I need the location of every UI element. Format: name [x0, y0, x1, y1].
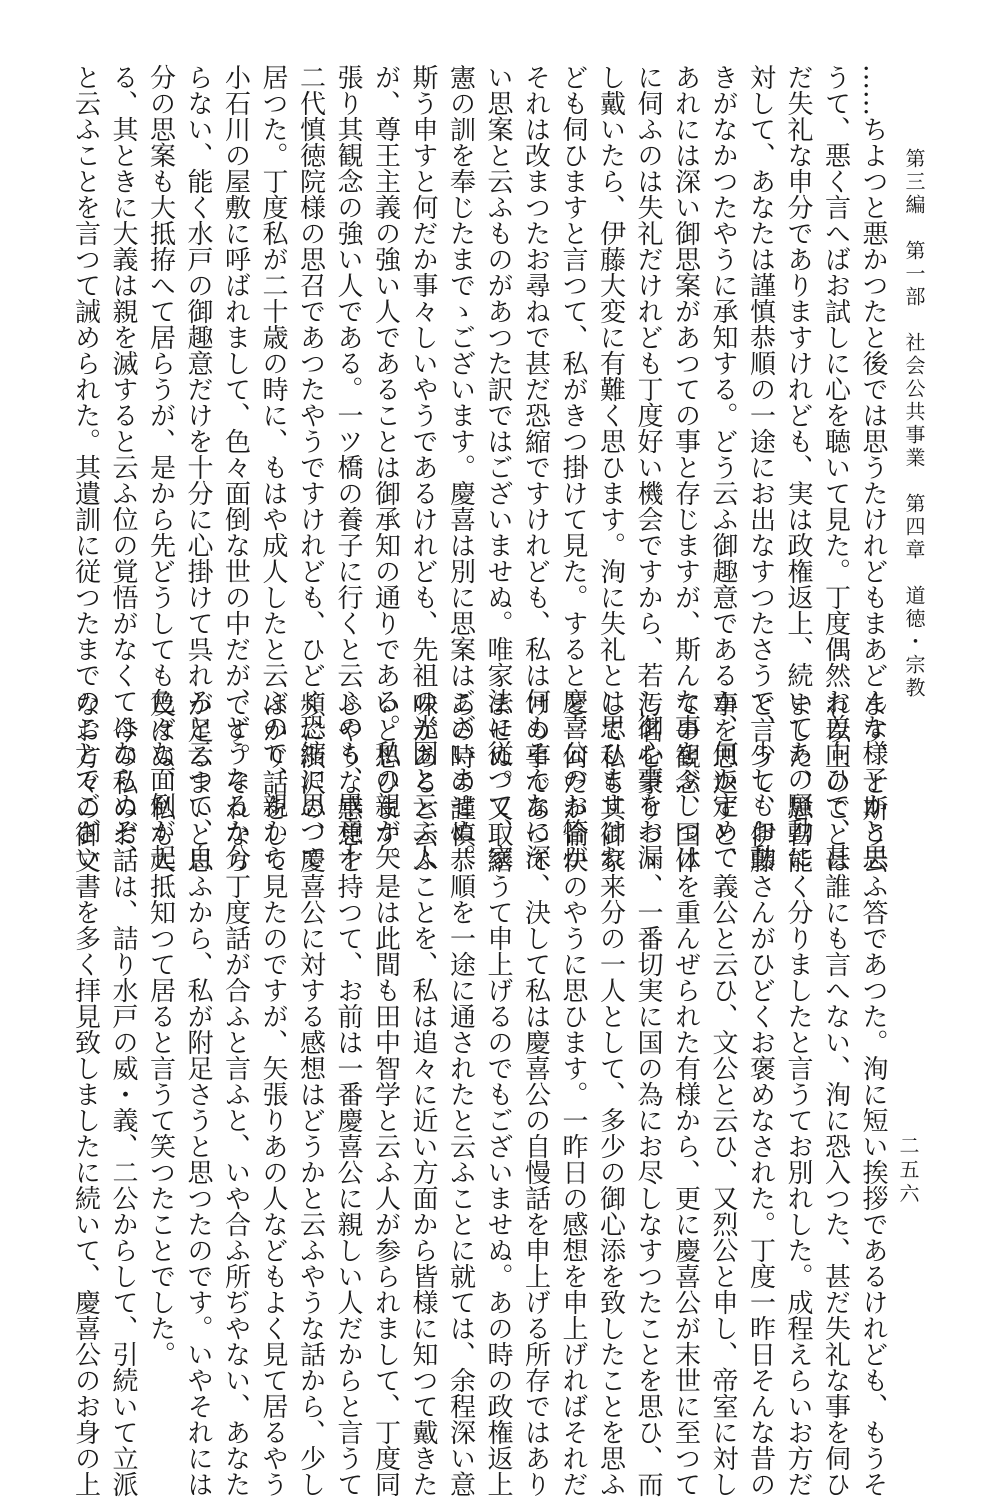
text-column: ます、と斯う云ふ答であつた。洵に短い挨拶であるけれども、もうそ [858, 691, 888, 1497]
text-column: それは改まつたお尋ねで甚だ恐縮ですけれども、私は何もそんなに深 [520, 64, 551, 870]
text-column: 頻に渋沢の、慶喜公に対する感想はどうかと云ふやうな話から、少し [295, 691, 326, 1497]
page-number: 二五六 [896, 1135, 920, 1207]
text-column: ての観念、国体を重んぜられた有様から、更に慶喜公が末世に至つて [670, 691, 701, 1497]
text-column: 斯う申すと何だか事々しいやうであるけれども、先祖の光圀と云ふ人 [408, 64, 438, 870]
text-column: と言うて、伊藤さんがひどくお褒めなされた。丁度一昨日そんな昔の [745, 691, 776, 1497]
text-column: ……ちよつと悪かつたと後では思うたけれどもまあどんな様子かと思 [858, 64, 888, 870]
text-column: い思案と云ふものがあつた訳ではございませぬ。唯家法に従つて、家 [483, 64, 513, 870]
text-column: 張り其観念の強い人である。一ツ橋の養子に行くと云ふのも、畢竟十 [333, 64, 363, 870]
text-column: 小石川の屋敷に呼ばれまして、色々面倒な世の中だが、どうなるか分 [220, 64, 251, 870]
text-column: ませぬ。又取繕うて申上げるのでもございませぬ。あの時の政権返上 [483, 691, 513, 1497]
text-column: 居つた。丁度私が二十歳の時に、もはや成人したと云ふので、親から [258, 64, 288, 870]
text-column: です。それなら丁度話が合ふと言ふと、いや合ふ所ぢやない、あなた [220, 691, 251, 1497]
text-column: あれには深い御思案があつての事と存じますが、斯んな事をぶしつけ [670, 64, 701, 870]
text-column: と、何だか愉快のやうに思ひます。一昨日の感想を申上げればそれだ [558, 691, 588, 1497]
text-column: 対して、あなたは謹慎恭順の一途にお出なすつたさうで、少しもお動 [745, 64, 776, 870]
text-column: が、尊王主義の強い人であることは御承知の通りである。私の親が矢 [370, 64, 401, 870]
text-column: 事を思返すと、義公と云ひ、文公と云ひ、又烈公と申し、帝室に対し [708, 691, 738, 1497]
text-column: に伺ふのは失礼だけれども丁度好い機会ですから、若し御心事をお漏 [633, 64, 663, 870]
text-column: と云ふことを言つて誡められた。其遺訓に従つたまでのことでござい [70, 64, 101, 870]
text-column: 分の思案も大抵拵へて居らうが、是から先どうしても色々な面倒が起 [145, 64, 176, 870]
text-column: きがなかつたやうに承知する。どう云ふ御趣意であるか、何か定めて [708, 64, 738, 870]
text-column: 今の私のお話は、詰り水戸の威・義、二公からして、引続いて立派 [108, 691, 138, 1497]
text-column: して私も其御家来分の一人として、多少の御心添を致したことを思ふ [595, 691, 626, 1497]
text-column: だ失礼な申分でありますけれども、実は政権返上、続いてあの騒動に [783, 64, 813, 870]
text-column: なお方々の御文書を多く拝見致しましたに続いて、慶喜公のお身の上 [70, 691, 101, 1497]
text-column: ども伺ひますと言つて、私がきつ掛けて見た。すると慶喜公のお答が [558, 64, 588, 870]
text-column: 及ばぬ、私も大抵知つて居ると言うて笑つたことでした。 [145, 691, 176, 1367]
text-column: ばかり話をして見たのですが、矢張りあの人などもよく見て居るやう [258, 691, 288, 1497]
text-column: うて、悪く言へばお試しに心を聴いて見た。丁度偶然お差向ひで、甚 [820, 64, 851, 870]
text-column: が足るまいと思ふから、私が附足さうと思つたのです。いやそれには [183, 691, 213, 1497]
text-column: 憲の訓を奉じたまでゝございます。慶喜は別に思案はございませぬ。 [445, 64, 476, 870]
running-header: 第三編 第一部 社会公共事業 第四章 道徳・宗教 [902, 148, 926, 700]
text-column: ました、思召能く分りましたと言うてお別れした。成程えらいお方だ [783, 691, 813, 1497]
text-column: 二代慎徳院様の思召であつたやうですけれども、ひどく恐縮に思つて [295, 64, 326, 870]
text-column: じやうな感想を持つて、お前は一番慶喜公に親しい人だからと言うて [333, 691, 363, 1497]
text-column: らない、能く水戸の御趣意だけを十分に心掛けて呉れろと云つて、自 [183, 64, 213, 870]
text-column: る、其ときに大義は親を滅すると云ふ位の覚悟がなくてはならぬぞ、 [108, 64, 138, 870]
text-column: れ以上のことは誰にも言へない、洵に恐入つた、甚だ失礼な事を伺ひ [820, 691, 851, 1497]
text-column: し戴いたら、伊藤大変に有難く思ひます。洵に失礼とは思ひますけれ [595, 64, 626, 870]
text-column: 汚名を蒙りつゝ、一番切実に国の為にお尽しなすつたことを思ひ、而 [633, 691, 663, 1497]
text-column: あの時の謹慎恭順を一途に通されたと云ふことに就ては、余程深い意 [445, 691, 476, 1497]
text-column: 味があると云ふことを、私は追々に近い方面から皆様に知つて戴きた [408, 691, 438, 1497]
text-column: いと思ひます。是は此間も田中智学と云ふ人が参られまして、丁度同 [370, 691, 401, 1497]
text-column: けの事であつて、決して私は慶喜公の自慢話を申上げる所存ではあり [520, 691, 551, 1497]
